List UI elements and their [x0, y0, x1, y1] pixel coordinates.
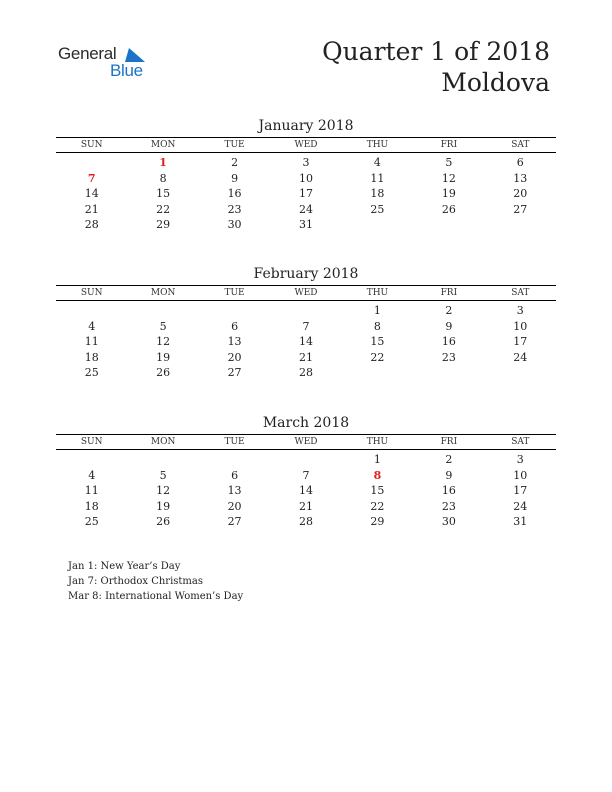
- empty-day-cell: [199, 303, 270, 319]
- weekday-label: SAT: [511, 140, 530, 150]
- day-cell: 17: [298, 187, 313, 200]
- day-cell: 25: [84, 515, 99, 528]
- day-cell: 25: [370, 202, 385, 216]
- empty-day-cell: [413, 365, 484, 381]
- day-cell: 6: [231, 468, 239, 482]
- holiday-note: Jan 1: New Year’s Day: [68, 561, 181, 572]
- page-header: [322, 36, 550, 98]
- day-cell: 3: [516, 453, 524, 466]
- day-cell: 15: [156, 187, 171, 200]
- day-cell: 11: [84, 335, 99, 348]
- empty-day-cell: [56, 155, 127, 171]
- day-cell: 24: [513, 350, 528, 364]
- day-cell: 2: [445, 453, 453, 466]
- weekday-label: FRI: [440, 437, 458, 447]
- weekday-label: THU: [366, 437, 389, 447]
- day-cell: 14: [298, 335, 313, 348]
- weekday-label: MON: [150, 437, 176, 447]
- day-cell: 5: [445, 156, 453, 169]
- day-cell: 28: [298, 515, 313, 528]
- weekday-label: SUN: [80, 288, 103, 298]
- day-grid: [56, 155, 556, 233]
- holiday-notes: [68, 559, 243, 604]
- day-cell: 4: [373, 156, 381, 169]
- day-cell: 22: [370, 499, 385, 513]
- day-cell: 10: [513, 319, 528, 333]
- day-cell: 26: [441, 202, 456, 216]
- day-cell: 27: [227, 366, 242, 379]
- day-cell: 9: [445, 468, 453, 482]
- day-cell: 29: [370, 515, 385, 528]
- day-cell: 5: [159, 319, 167, 333]
- day-cell: 6: [516, 156, 524, 169]
- day-cell: 4: [88, 319, 96, 333]
- day-cell: 27: [227, 515, 242, 528]
- day-cell: 4: [88, 468, 96, 482]
- day-cell: 28: [298, 366, 313, 379]
- logo-triangle-icon: [125, 46, 145, 62]
- day-cell: 17: [513, 335, 528, 348]
- day-cell: 23: [441, 499, 456, 513]
- weekday-label: FRI: [440, 288, 458, 298]
- holiday-note: Jan 7: Orthodox Christmas: [68, 576, 203, 587]
- month-title: March 2018: [262, 415, 350, 431]
- day-cell: 12: [156, 484, 171, 497]
- empty-day-cell: [127, 303, 198, 319]
- day-cell: 31: [298, 218, 313, 231]
- weekday-label: WED: [294, 288, 318, 298]
- day-cell: 14: [84, 187, 99, 200]
- day-grid: [56, 452, 556, 530]
- weekday-header: [56, 137, 556, 153]
- day-cell: 17: [513, 484, 528, 497]
- day-cell: 16: [441, 484, 456, 497]
- empty-day-cell: [56, 452, 127, 468]
- month-march: [56, 414, 556, 530]
- day-cell: 26: [156, 515, 171, 528]
- day-cell: 28: [84, 218, 99, 231]
- day-cell: 20: [227, 499, 242, 513]
- page-title: Quarter 1 of 2018: [322, 37, 550, 66]
- day-cell: 16: [227, 187, 242, 200]
- day-cell: 11: [370, 171, 385, 185]
- day-cell: 15: [370, 484, 385, 497]
- day-cell: 31: [513, 515, 528, 528]
- day-cell: 6: [231, 319, 239, 333]
- weekday-label: THU: [366, 140, 389, 150]
- day-cell: 27: [513, 202, 528, 216]
- day-cell: 16: [441, 335, 456, 348]
- month-february: [56, 265, 556, 381]
- day-cell: 20: [227, 350, 242, 364]
- day-cell: 1: [373, 304, 381, 317]
- day-cell: 23: [227, 202, 242, 216]
- weekday-label: TUE: [224, 140, 245, 150]
- day-cell: 15: [370, 335, 385, 348]
- empty-day-cell: [342, 217, 413, 233]
- day-cell: 22: [370, 350, 385, 364]
- weekday-label: SAT: [511, 437, 530, 447]
- empty-day-cell: [270, 452, 341, 468]
- day-cell: 21: [84, 202, 99, 216]
- day-cell: 7: [302, 468, 310, 482]
- weekday-label: MON: [150, 288, 176, 298]
- day-cell: 26: [156, 366, 171, 379]
- logo-general-text: General: [58, 44, 117, 63]
- day-cell: 10: [298, 171, 313, 185]
- day-grid: [56, 303, 556, 381]
- day-cell: 3: [302, 156, 310, 169]
- day-cell: 22: [156, 202, 171, 216]
- weekday-label: WED: [294, 437, 318, 447]
- empty-day-cell: [485, 365, 556, 381]
- empty-day-cell: [342, 365, 413, 381]
- empty-day-cell: [270, 303, 341, 319]
- weekday-header: [56, 434, 556, 450]
- weekday-label: SUN: [80, 140, 103, 150]
- holiday-day-cell: 8: [373, 468, 382, 482]
- month-title: February 2018: [253, 266, 359, 282]
- country-name: Moldova: [441, 68, 550, 97]
- day-cell: 30: [227, 218, 242, 231]
- day-cell: 9: [231, 171, 239, 185]
- month-title: January 2018: [258, 118, 354, 134]
- day-cell: 13: [227, 335, 242, 348]
- day-cell: 18: [84, 350, 99, 364]
- weekday-label: TUE: [224, 437, 245, 447]
- day-cell: 24: [513, 499, 528, 513]
- day-cell: 13: [513, 171, 528, 185]
- day-cell: 5: [159, 468, 167, 482]
- day-cell: 7: [302, 319, 310, 333]
- day-cell: 21: [298, 350, 313, 364]
- day-cell: 14: [298, 484, 313, 497]
- day-cell: 8: [373, 319, 381, 333]
- empty-day-cell: [485, 217, 556, 233]
- holiday-day-cell: 7: [87, 171, 96, 185]
- weekday-label: FRI: [440, 140, 458, 150]
- brand-logo: [58, 44, 158, 84]
- day-cell: 13: [227, 484, 242, 497]
- day-cell: 18: [84, 499, 99, 513]
- empty-day-cell: [413, 217, 484, 233]
- day-cell: 1: [373, 453, 381, 466]
- day-cell: 8: [159, 171, 167, 185]
- weekday-label: SAT: [511, 288, 530, 298]
- weekday-label: TUE: [224, 288, 245, 298]
- day-cell: 19: [156, 350, 171, 364]
- month-january: [56, 117, 556, 233]
- day-cell: 11: [84, 484, 99, 497]
- day-cell: 2: [445, 304, 453, 317]
- weekday-label: MON: [150, 140, 176, 150]
- weekday-header: [56, 285, 556, 301]
- day-cell: 30: [441, 515, 456, 528]
- day-cell: 21: [298, 499, 313, 513]
- day-cell: 20: [513, 187, 528, 200]
- weekday-label: WED: [294, 140, 318, 150]
- empty-day-cell: [127, 452, 198, 468]
- day-cell: 29: [156, 218, 171, 231]
- logo-blue-text: Blue: [110, 61, 143, 80]
- day-cell: 19: [441, 187, 456, 200]
- empty-day-cell: [199, 452, 270, 468]
- day-cell: 2: [231, 156, 239, 169]
- day-cell: 9: [445, 319, 453, 333]
- day-cell: 25: [84, 366, 99, 379]
- day-cell: 12: [441, 171, 456, 185]
- day-cell: 10: [513, 468, 528, 482]
- day-cell: 19: [156, 499, 171, 513]
- weekday-label: THU: [366, 288, 389, 298]
- weekday-label: SUN: [80, 437, 103, 447]
- day-cell: 23: [441, 350, 456, 364]
- holiday-day-cell: 1: [159, 156, 167, 169]
- day-cell: 18: [370, 187, 385, 200]
- day-cell: 12: [156, 335, 171, 348]
- day-cell: 24: [298, 202, 313, 216]
- day-cell: 3: [516, 304, 524, 317]
- holiday-note: Mar 8: International Women’s Day: [68, 591, 244, 602]
- empty-day-cell: [56, 303, 127, 319]
